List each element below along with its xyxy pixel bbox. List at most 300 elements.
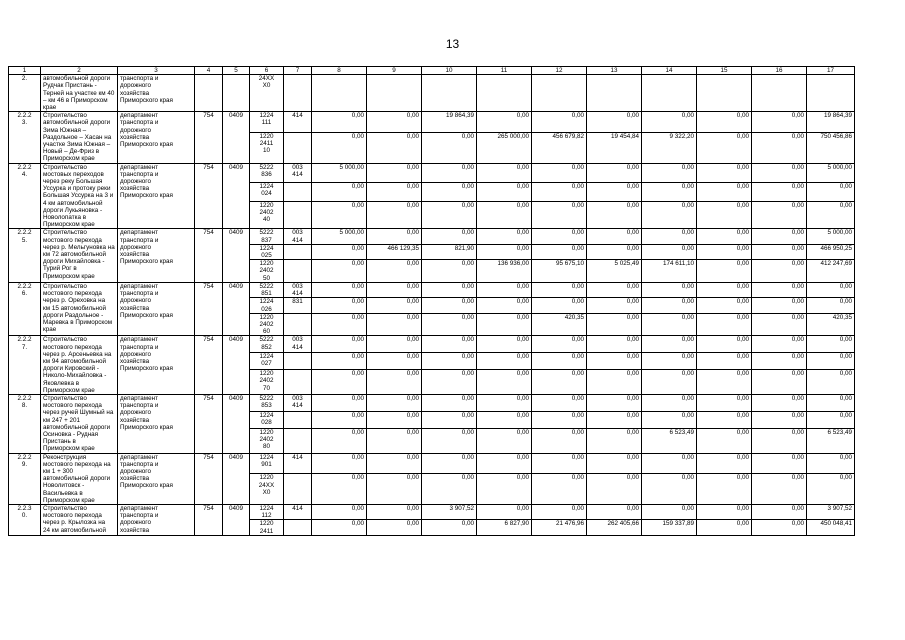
- grbs-code: 754: [195, 504, 223, 535]
- section-code: [223, 75, 250, 112]
- amount-cell: 0,00: [807, 394, 855, 411]
- header-col-11: 11: [477, 67, 532, 75]
- amount-cell: 0,00: [642, 370, 697, 395]
- amount-cell: 0,00: [422, 313, 477, 336]
- amount-cell: 0,00: [697, 163, 752, 182]
- amount-cell: 0,00: [532, 163, 587, 182]
- grbs-code: 754: [195, 336, 223, 395]
- amount-cell: 0,00: [422, 453, 477, 474]
- section-code: 0409: [223, 229, 250, 282]
- amount-cell: 0,00: [532, 453, 587, 474]
- amount-cell: 0,00: [532, 282, 587, 297]
- header-col-12: 12: [532, 67, 587, 75]
- amount-cell: 412 247,69: [807, 260, 855, 283]
- amount-cell: 0,00: [477, 370, 532, 395]
- object-name: Реконструкция мостового перехода на км 1 + 300 автомобильной дороги Новолитовск - Васильевка в Приморском крае: [41, 453, 118, 504]
- amount-cell: 0,00: [752, 453, 807, 474]
- header-col-17: 17: [807, 67, 855, 75]
- executor: департамент транспорта и дорожного хозяйства Приморского края: [118, 453, 195, 504]
- amount-cell: [422, 75, 477, 112]
- amount-cell: 0,00: [312, 182, 367, 201]
- amount-cell: 0,00: [312, 244, 367, 259]
- amount-cell: 0,00: [697, 520, 752, 535]
- amount-cell: 0,00: [642, 411, 697, 428]
- row-number: 2.2.2 5.: [9, 229, 41, 282]
- amount-cell: 0,00: [587, 353, 642, 370]
- amount-cell: 0,00: [532, 428, 587, 453]
- object-name: Строительство мостового перехода через ручей Шумный на км 247 + 201 автомобильной дороги Осиновка - Рудная Пристань в Приморском крае: [41, 394, 118, 453]
- amount-cell: 0,00: [312, 504, 367, 519]
- amount-cell: 0,00: [807, 282, 855, 297]
- amount-cell: 0,00: [422, 229, 477, 244]
- header-col-14: 14: [642, 67, 697, 75]
- amount-cell: 95 675,10: [532, 260, 587, 283]
- amount-cell: 0,00: [642, 182, 697, 201]
- target-article-code: 1220 2411 10: [250, 133, 284, 164]
- amount-cell: 0,00: [697, 260, 752, 283]
- amount-cell: 0,00: [642, 453, 697, 474]
- row-number: 2.2.2 8.: [9, 394, 41, 453]
- amount-cell: 0,00: [587, 282, 642, 297]
- amount-cell: 420,35: [807, 313, 855, 336]
- amount-cell: 0,00: [587, 474, 642, 505]
- amount-cell: 0,00: [807, 370, 855, 395]
- expense-type-code: 003 414: [284, 163, 312, 182]
- section-code: 0409: [223, 394, 250, 453]
- amount-cell: 0,00: [807, 201, 855, 229]
- amount-cell: 0,00: [752, 133, 807, 164]
- amount-cell: 0,00: [532, 394, 587, 411]
- amount-cell: 0,00: [477, 336, 532, 353]
- row-number: 2.2.2 3.: [9, 112, 41, 163]
- amount-cell: 0,00: [587, 394, 642, 411]
- amount-cell: 0,00: [697, 282, 752, 297]
- object-name: автомобильной дороги Рудчак Пристань - Терней на участке км 40 – км 46 в Приморском крае: [41, 75, 118, 112]
- amount-cell: 0,00: [422, 282, 477, 297]
- expense-type-code: 414: [284, 453, 312, 474]
- amount-cell: 0,00: [697, 474, 752, 505]
- expense-type-code: [284, 353, 312, 370]
- amount-cell: 0,00: [697, 313, 752, 336]
- amount-cell: 466 129,35: [367, 244, 422, 259]
- amount-cell: 0,00: [807, 182, 855, 201]
- amount-cell: 0,00: [367, 336, 422, 353]
- amount-cell: 0,00: [807, 411, 855, 428]
- table-body: [9, 75, 855, 536]
- amount-cell: 0,00: [642, 229, 697, 244]
- header-col-16: 16: [752, 67, 807, 75]
- amount-cell: 0,00: [422, 182, 477, 201]
- header-col-9: 9: [367, 67, 422, 75]
- row-number: 2.: [9, 75, 41, 112]
- amount-cell: 0,00: [587, 298, 642, 313]
- amount-cell: 0,00: [312, 474, 367, 505]
- amount-cell: 0,00: [477, 504, 532, 519]
- table-row: [9, 163, 855, 182]
- amount-cell: 0,00: [367, 112, 422, 133]
- amount-cell: 159 337,89: [642, 520, 697, 535]
- amount-cell: 0,00: [422, 260, 477, 283]
- amount-cell: 0,00: [367, 260, 422, 283]
- table-row: [9, 453, 855, 474]
- amount-cell: 0,00: [752, 370, 807, 395]
- table-row: [9, 112, 855, 133]
- amount-cell: 0,00: [532, 112, 587, 133]
- amount-cell: 0,00: [697, 353, 752, 370]
- amount-cell: 0,00: [532, 504, 587, 519]
- amount-cell: 262 405,66: [587, 520, 642, 535]
- amount-cell: 0,00: [312, 370, 367, 395]
- amount-cell: 0,00: [697, 201, 752, 229]
- amount-cell: 0,00: [532, 411, 587, 428]
- amount-cell: 0,00: [312, 313, 367, 336]
- amount-cell: 0,00: [477, 163, 532, 182]
- target-article-code: 1224 026: [250, 298, 284, 313]
- section-code: 0409: [223, 163, 250, 229]
- amount-cell: 0,00: [697, 453, 752, 474]
- amount-cell: 0,00: [312, 453, 367, 474]
- grbs-code: 754: [195, 229, 223, 282]
- amount-cell: 0,00: [422, 474, 477, 505]
- amount-cell: 0,00: [642, 201, 697, 229]
- amount-cell: 19 864,39: [422, 112, 477, 133]
- amount-cell: 0,00: [642, 244, 697, 259]
- amount-cell: 0,00: [642, 313, 697, 336]
- amount-cell: 19 864,39: [807, 112, 855, 133]
- amount-cell: 0,00: [422, 353, 477, 370]
- header-col-2: 2: [41, 67, 118, 75]
- amount-cell: 821,90: [422, 244, 477, 259]
- object-name: Строительство мостового перехода через р. Арсеньевка на км 94 автомобильной дороги Кировский - Николо-Михайловка - Яковлевка в Приморском крае: [41, 336, 118, 395]
- amount-cell: [367, 75, 422, 112]
- target-article-code: 1224 025: [250, 244, 284, 259]
- grbs-code: [195, 75, 223, 112]
- amount-cell: 0,00: [312, 112, 367, 133]
- amount-cell: [532, 75, 587, 112]
- grbs-code: 754: [195, 282, 223, 335]
- amount-cell: 5 025,49: [587, 260, 642, 283]
- amount-cell: 0,00: [532, 229, 587, 244]
- row-number: 2.2.2 7.: [9, 336, 41, 395]
- amount-cell: 0,00: [422, 336, 477, 353]
- expense-type-code: [284, 133, 312, 164]
- amount-cell: [642, 75, 697, 112]
- amount-cell: 0,00: [477, 453, 532, 474]
- amount-cell: 0,00: [752, 260, 807, 283]
- header-col-4: 4: [195, 67, 223, 75]
- amount-cell: 0,00: [312, 260, 367, 283]
- expense-type-code: [284, 520, 312, 535]
- amount-cell: 0,00: [532, 353, 587, 370]
- amount-cell: 0,00: [697, 182, 752, 201]
- amount-cell: 0,00: [532, 336, 587, 353]
- amount-cell: 0,00: [477, 229, 532, 244]
- executor: департамент транспорта и дорожного хозяйства Приморского края: [118, 112, 195, 163]
- amount-cell: 174 611,10: [642, 260, 697, 283]
- expense-type-code: 414: [284, 112, 312, 133]
- amount-cell: 265 000,00: [477, 133, 532, 164]
- amount-cell: 0,00: [532, 474, 587, 505]
- amount-cell: 0,00: [587, 504, 642, 519]
- amount-cell: 6 523,49: [642, 428, 697, 453]
- executor: департамент транспорта и дорожного хозяйства Приморского края: [118, 336, 195, 395]
- target-article-code: 5222 853: [250, 394, 284, 411]
- table-row: [9, 229, 855, 244]
- expense-type-code: [284, 411, 312, 428]
- target-article-code: 1224 901: [250, 453, 284, 474]
- amount-cell: 0,00: [532, 298, 587, 313]
- expense-type-code: [284, 474, 312, 505]
- executor: департамент транспорта и дорожного хозяйства Приморского края: [118, 229, 195, 282]
- amount-cell: 0,00: [752, 411, 807, 428]
- amount-cell: 0,00: [697, 298, 752, 313]
- amount-cell: 0,00: [587, 453, 642, 474]
- section-code: 0409: [223, 504, 250, 535]
- target-article-code: 1220 2402 50: [250, 260, 284, 283]
- target-article-code: 1224 111: [250, 112, 284, 133]
- amount-cell: 0,00: [697, 336, 752, 353]
- amount-cell: 0,00: [752, 244, 807, 259]
- executor: транспорта и дорожного хозяйства Приморского края: [118, 75, 195, 112]
- header-col-3: 3: [118, 67, 195, 75]
- amount-cell: 0,00: [532, 244, 587, 259]
- amount-cell: 0,00: [752, 520, 807, 535]
- expense-type-code: [284, 201, 312, 229]
- table-row: [9, 75, 855, 112]
- amount-cell: 0,00: [532, 201, 587, 229]
- amount-cell: 0,00: [312, 428, 367, 453]
- amount-cell: 0,00: [587, 370, 642, 395]
- expense-type-code: [284, 428, 312, 453]
- target-article-code: 1224 028: [250, 411, 284, 428]
- object-name: Строительство мостовых переходов через реку Большая Уссурка и протоку реки Большая Уссурка на 3 и 4 км автомобильной дороги Лукьяновка - Новолопатка в Приморском крае: [41, 163, 118, 229]
- amount-cell: 0,00: [367, 474, 422, 505]
- header-col-1: 1: [9, 67, 41, 75]
- target-article-code: 1220 2402 60: [250, 313, 284, 336]
- amount-cell: 0,00: [587, 336, 642, 353]
- amount-cell: 0,00: [477, 313, 532, 336]
- amount-cell: 6 523,49: [807, 428, 855, 453]
- amount-cell: 0,00: [367, 201, 422, 229]
- header-col-15: 15: [697, 67, 752, 75]
- amount-cell: 0,00: [422, 520, 477, 535]
- amount-cell: 5 000,00: [807, 163, 855, 182]
- section-code: 0409: [223, 336, 250, 395]
- amount-cell: 0,00: [752, 336, 807, 353]
- amount-cell: 5 000,00: [312, 163, 367, 182]
- amount-cell: 0,00: [642, 336, 697, 353]
- amount-cell: 0,00: [752, 298, 807, 313]
- target-article-code: 5222 836: [250, 163, 284, 182]
- amount-cell: 0,00: [752, 182, 807, 201]
- amount-cell: 0,00: [752, 282, 807, 297]
- amount-cell: 0,00: [367, 133, 422, 164]
- amount-cell: 0,00: [587, 182, 642, 201]
- amount-cell: 0,00: [642, 298, 697, 313]
- amount-cell: 0,00: [697, 133, 752, 164]
- target-article-code: 1220 2411: [250, 520, 284, 535]
- amount-cell: 0,00: [752, 229, 807, 244]
- amount-cell: 456 679,82: [532, 133, 587, 164]
- amount-cell: 0,00: [752, 428, 807, 453]
- amount-cell: 0,00: [587, 411, 642, 428]
- amount-cell: 0,00: [422, 411, 477, 428]
- amount-cell: 0,00: [587, 244, 642, 259]
- object-name: Строительство мостового перехода через р. Мельгуновка на км 72 автомобильной дороги Михайловка - Турий Рог в Приморском крае: [41, 229, 118, 282]
- target-article-code: 1224 027: [250, 353, 284, 370]
- amount-cell: 0,00: [532, 182, 587, 201]
- expense-type-code: [284, 182, 312, 201]
- amount-cell: 0,00: [587, 428, 642, 453]
- amount-cell: 0,00: [422, 394, 477, 411]
- amount-cell: 0,00: [312, 353, 367, 370]
- amount-cell: 0,00: [642, 163, 697, 182]
- target-article-code: 1224 112: [250, 504, 284, 519]
- amount-cell: 21 476,96: [532, 520, 587, 535]
- page-number: 13: [445, 37, 460, 51]
- header-col-7: 7: [284, 67, 312, 75]
- amount-cell: 0,00: [752, 474, 807, 505]
- amount-cell: [312, 75, 367, 112]
- executor: департамент транспорта и дорожного хозяйства Приморского края: [118, 394, 195, 453]
- amount-cell: 3 907,52: [422, 504, 477, 519]
- amount-cell: 0,00: [477, 201, 532, 229]
- object-name: Строительство автомобильной дороги Зима Южная – Раздольное – Хасан на участке Зима Южная – Новый – Де-Фриз в Приморском крае: [41, 112, 118, 163]
- executor: департамент транспорта и дорожного хозяйства Приморского края: [118, 282, 195, 335]
- row-number: 2.2.2 9.: [9, 453, 41, 504]
- amount-cell: 0,00: [367, 353, 422, 370]
- header-col-6: 6: [250, 67, 284, 75]
- amount-cell: 0,00: [642, 112, 697, 133]
- amount-cell: 5 000,00: [807, 229, 855, 244]
- expense-type-code: 003 414: [284, 282, 312, 297]
- amount-cell: 0,00: [752, 504, 807, 519]
- target-article-code: 1220 24XX X0: [250, 474, 284, 505]
- amount-cell: [697, 75, 752, 112]
- target-article-code: 1220 2402 40: [250, 201, 284, 229]
- amount-cell: 0,00: [422, 428, 477, 453]
- amount-cell: 0,00: [367, 394, 422, 411]
- amount-cell: 0,00: [367, 229, 422, 244]
- amount-cell: 0,00: [312, 201, 367, 229]
- amount-cell: 0,00: [532, 370, 587, 395]
- amount-cell: 0,00: [367, 163, 422, 182]
- amount-cell: 0,00: [697, 370, 752, 395]
- amount-cell: 450 048,41: [807, 520, 855, 535]
- grbs-code: 754: [195, 163, 223, 229]
- amount-cell: 0,00: [697, 244, 752, 259]
- amount-cell: 0,00: [477, 182, 532, 201]
- amount-cell: 3 907,52: [807, 504, 855, 519]
- amount-cell: 0,00: [477, 394, 532, 411]
- header-col-13: 13: [587, 67, 642, 75]
- amount-cell: 0,00: [642, 394, 697, 411]
- amount-cell: 0,00: [807, 474, 855, 505]
- target-article-code: 1220 2402 80: [250, 428, 284, 453]
- amount-cell: 0,00: [752, 112, 807, 133]
- amount-cell: 0,00: [587, 229, 642, 244]
- row-number: 2.2.3 0.: [9, 504, 41, 535]
- amount-cell: 0,00: [367, 453, 422, 474]
- amount-cell: [752, 75, 807, 112]
- grbs-code: 754: [195, 453, 223, 504]
- amount-cell: 0,00: [477, 474, 532, 505]
- expense-type-code: [284, 75, 312, 112]
- amount-cell: 0,00: [367, 298, 422, 313]
- executor: департамент транспорта и дорожного хозяйства: [118, 504, 195, 535]
- expense-type-code: 003 414: [284, 229, 312, 244]
- target-article-code: 1220 2402 70: [250, 370, 284, 395]
- amount-cell: 0,00: [697, 394, 752, 411]
- table-row: [9, 282, 855, 297]
- amount-cell: 0,00: [367, 411, 422, 428]
- amount-cell: 0,00: [312, 336, 367, 353]
- amount-cell: 0,00: [312, 411, 367, 428]
- amount-cell: 0,00: [752, 163, 807, 182]
- amount-cell: 0,00: [807, 298, 855, 313]
- amount-cell: 0,00: [367, 520, 422, 535]
- target-article-code: 24XX X0: [250, 75, 284, 112]
- row-number: 2.2.2 6.: [9, 282, 41, 335]
- amount-cell: 0,00: [697, 504, 752, 519]
- row-number: 2.2.2 4.: [9, 163, 41, 229]
- amount-cell: 0,00: [422, 298, 477, 313]
- amount-cell: 0,00: [642, 474, 697, 505]
- amount-cell: 0,00: [642, 282, 697, 297]
- section-code: 0409: [223, 112, 250, 163]
- amount-cell: 0,00: [587, 313, 642, 336]
- amount-cell: 9 322,20: [642, 133, 697, 164]
- amount-cell: 0,00: [477, 244, 532, 259]
- amount-cell: 0,00: [587, 112, 642, 133]
- target-article-code: 1224 024: [250, 182, 284, 201]
- amount-cell: 0,00: [312, 282, 367, 297]
- amount-cell: 0,00: [312, 133, 367, 164]
- amount-cell: 0,00: [752, 394, 807, 411]
- amount-cell: [587, 75, 642, 112]
- amount-cell: 0,00: [367, 428, 422, 453]
- amount-cell: 0,00: [752, 313, 807, 336]
- table-row: [9, 394, 855, 411]
- amount-cell: [477, 75, 532, 112]
- budget-table: [8, 66, 855, 536]
- amount-cell: [807, 75, 855, 112]
- target-article-code: 5222 837: [250, 229, 284, 244]
- amount-cell: 0,00: [477, 298, 532, 313]
- amount-cell: 0,00: [422, 133, 477, 164]
- column-number-header: [9, 67, 855, 75]
- header-col-10: 10: [422, 67, 477, 75]
- amount-cell: 0,00: [697, 229, 752, 244]
- amount-cell: 0,00: [422, 201, 477, 229]
- grbs-code: 754: [195, 394, 223, 453]
- amount-cell: 0,00: [807, 453, 855, 474]
- amount-cell: 0,00: [422, 163, 477, 182]
- amount-cell: 0,00: [422, 370, 477, 395]
- amount-cell: 0,00: [697, 112, 752, 133]
- amount-cell: 0,00: [312, 394, 367, 411]
- amount-cell: 0,00: [477, 428, 532, 453]
- table-row: [9, 504, 855, 519]
- amount-cell: 0,00: [477, 353, 532, 370]
- amount-cell: 0,00: [367, 313, 422, 336]
- amount-cell: 0,00: [312, 298, 367, 313]
- amount-cell: 0,00: [587, 201, 642, 229]
- amount-cell: 0,00: [477, 112, 532, 133]
- amount-cell: 0,00: [312, 520, 367, 535]
- amount-cell: 0,00: [807, 353, 855, 370]
- object-name: Строительство мостового перехода через р. Крылозка на 24 км автомобильной: [41, 504, 118, 535]
